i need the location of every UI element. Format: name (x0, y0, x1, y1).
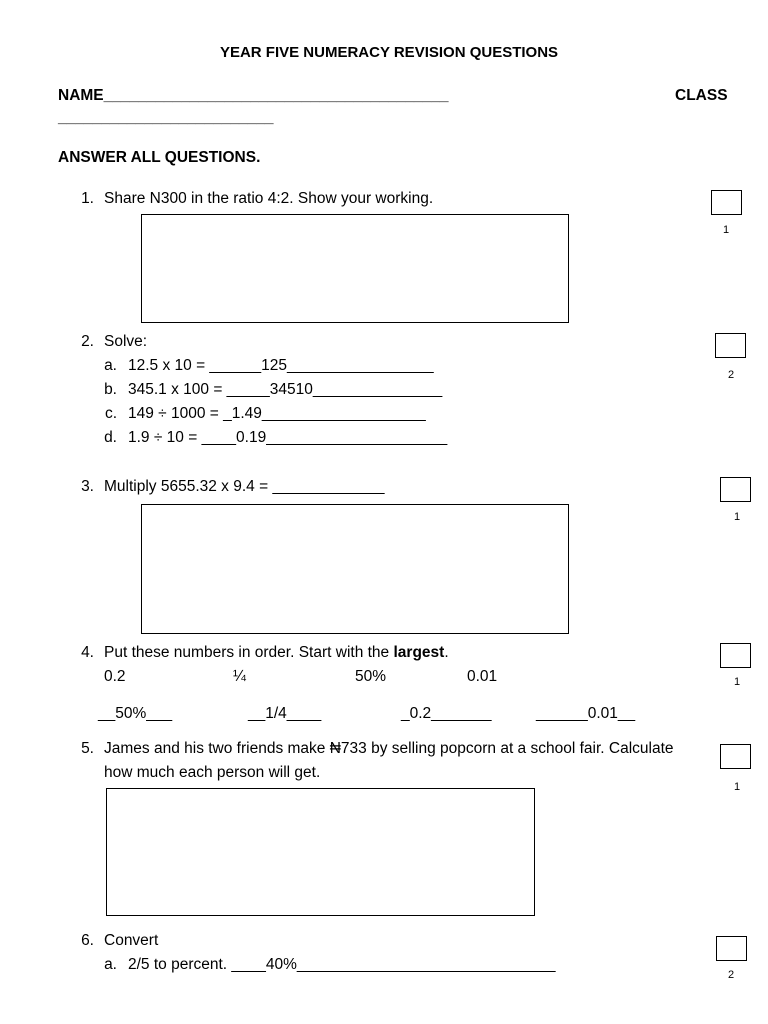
part-letter: c. (104, 405, 117, 422)
part-text[interactable]: 1.9 ÷ 10 = ____0.19_____________________ (128, 429, 448, 446)
order-answer[interactable]: ______0.01__ (536, 705, 636, 722)
question-text: Share N300 in the ratio 4:2. Show your working. (104, 190, 434, 207)
part-text[interactable]: 2/5 to percent. ____40%______________________________ (128, 956, 556, 973)
part-letter: a. (104, 357, 117, 374)
question-text[interactable]: Multiply 5655.32 x 9.4 = _____________ (104, 478, 385, 495)
answer-box[interactable] (141, 504, 569, 634)
mark-box (711, 190, 742, 215)
answer-box[interactable] (106, 788, 535, 916)
question-number: 4. (81, 644, 94, 661)
class-field-line[interactable]: _________________________ (58, 109, 274, 126)
mark-value: 2 (727, 369, 735, 381)
mark-value: 1 (722, 224, 730, 236)
question-number: 2. (81, 333, 94, 350)
order-answer[interactable]: __1/4____ (248, 705, 322, 722)
class-label: CLASS (675, 87, 728, 104)
mark-box (715, 333, 746, 358)
part-letter: a. (104, 956, 117, 973)
mark-box (720, 744, 751, 769)
question-text: Solve: (104, 333, 148, 350)
part-text[interactable]: 12.5 x 10 = ______125_________________ (128, 357, 434, 374)
part-letter: d. (104, 429, 117, 446)
order-item: ¼ (233, 668, 246, 685)
answer-box[interactable] (141, 214, 569, 323)
instruction-text: ANSWER ALL QUESTIONS. (58, 149, 261, 166)
part-text[interactable]: 149 ÷ 1000 = _1.49___________________ (128, 405, 426, 422)
question-text: Put these numbers in order. Start with the largest. (104, 644, 449, 661)
question-text: how much each person will get. (104, 764, 321, 781)
question-text: James and his two friends make ₦733 by selling popcorn at a school fair. Calculate (104, 740, 674, 757)
order-item: 50% (355, 668, 387, 685)
order-item: 0.01 (467, 668, 498, 685)
order-answer[interactable]: __50%___ (98, 705, 173, 722)
mark-value: 1 (733, 511, 741, 523)
order-answer[interactable]: _0.2_______ (401, 705, 492, 722)
mark-box (720, 477, 751, 502)
order-item: 0.2 (104, 668, 126, 685)
mark-box (720, 643, 751, 668)
mark-box (716, 936, 747, 961)
part-letter: b. (104, 381, 117, 398)
name-field-line[interactable]: NAME________________________________________ (58, 87, 449, 104)
mark-value: 1 (733, 781, 741, 793)
question-text: Convert (104, 932, 159, 949)
mark-value: 2 (727, 969, 735, 981)
question-number: 3. (81, 478, 94, 495)
page-title: YEAR FIVE NUMERACY REVISION QUESTIONS (219, 44, 559, 61)
part-text[interactable]: 345.1 x 100 = _____34510_______________ (128, 381, 443, 398)
question-number: 6. (81, 932, 94, 949)
mark-value: 1 (733, 676, 741, 688)
question-number: 5. (81, 740, 94, 757)
question-number: 1. (81, 190, 94, 207)
